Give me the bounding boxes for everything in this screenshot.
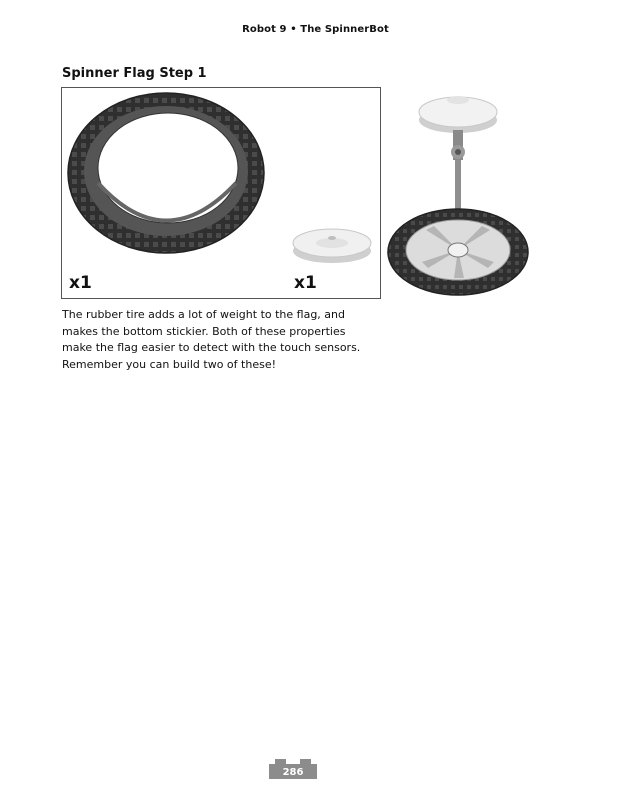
tire-part [68,93,264,253]
dish-part [293,229,371,263]
dish-quantity: x1 [294,273,317,293]
tire-quantity: x1 [69,273,92,293]
parts-list-box [61,87,381,299]
step-title: Spinner Flag Step 1 [62,66,207,81]
parts-illustration [62,88,382,300]
running-head: Robot 9 • The SpinnerBot [242,24,389,35]
assembly-illustration [386,92,534,308]
page-number: 286 [282,767,304,778]
step-description: The rubber tire adds a lot of weight to the flag, and makes the bottom stickier. Both of these properties make the flag easier to detect with the touch sensors. Remember you can build two of these! [62,308,361,371]
page-number-tab [269,759,317,779]
